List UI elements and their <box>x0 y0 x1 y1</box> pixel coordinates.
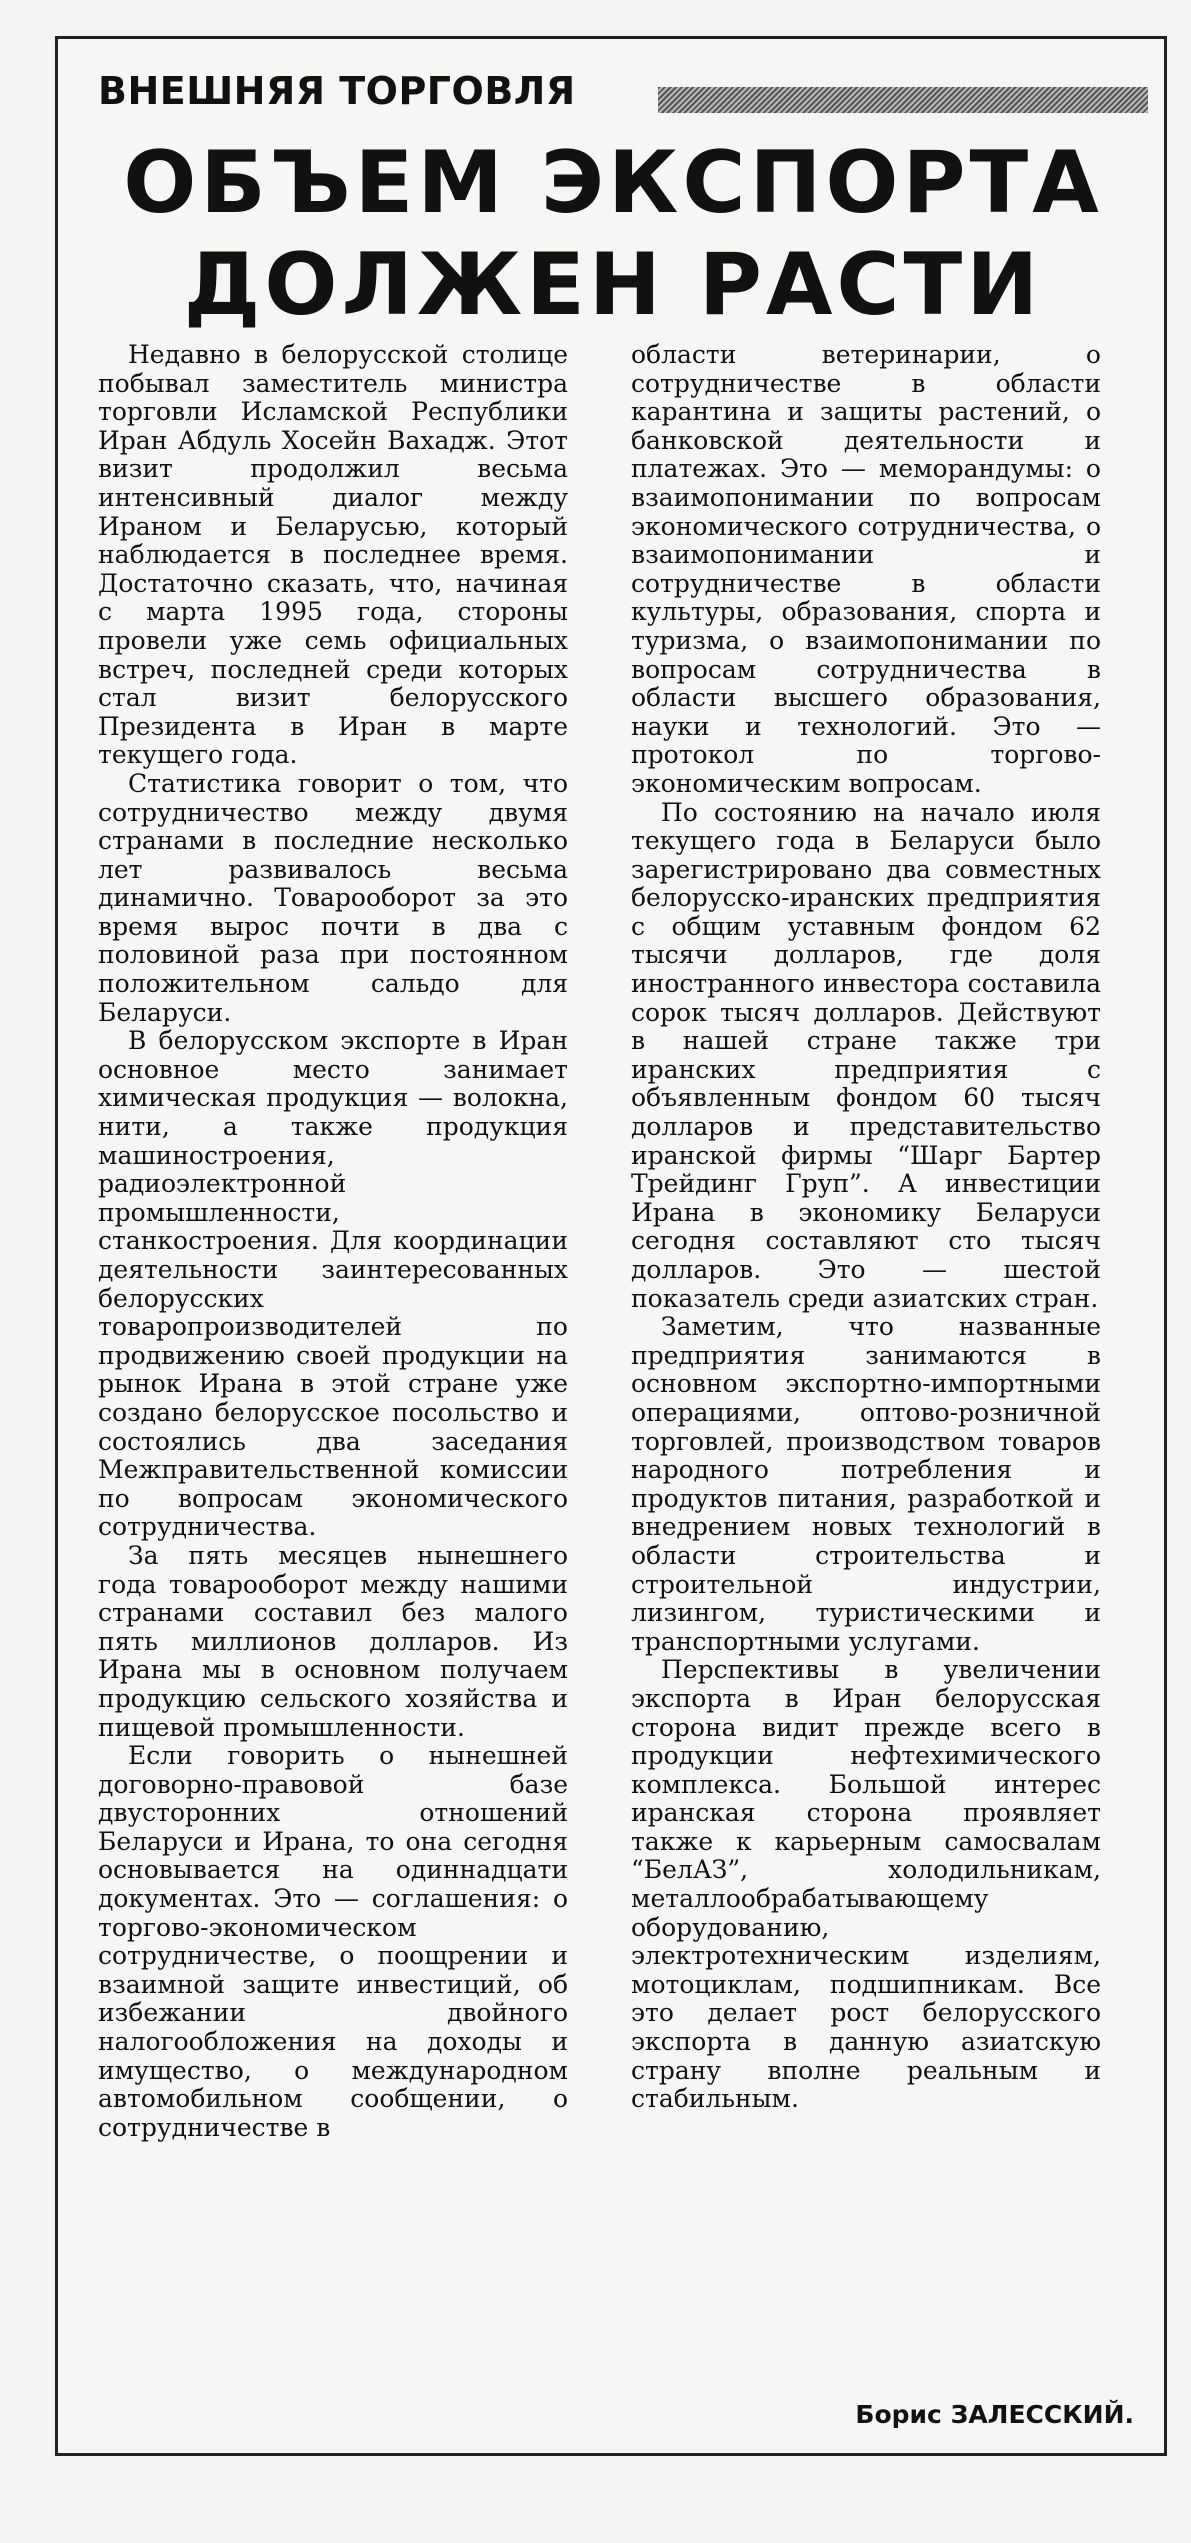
article-paragraph: По состоянию на начало июля текущего года в Беларуси было зарегистрировано два совместных белорусско-иранских предприятия с общим уставным фондом 62 тысячи долларов, где доля иностранного инвестора составила сорок тысяч долларов. Действуют в нашей стране также три иранских предприятия с объявленным фондом 60 тысяч долларов и представительство иранской фирмы “Шарг Бартер Трейдинг Груп”. А инвестиции Ирана в экономику Беларуси сегодня составляют сто тысяч долларов. Это — шестой показатель среди азиатских стран. <box>631 797 1101 1313</box>
newspaper-clipping <box>55 36 1167 2456</box>
article-column-left <box>98 341 568 2142</box>
headline-line-1: ОБЪЕМ ЭКСПОРТА <box>123 133 1103 233</box>
article-paragraph: Статистика говорит о том, что сотрудничество между двумя странами в последние несколько лет развивалось весьма динамично. Товарооборот за это время вырос почти в два с половиной раза при постоянном положительном сальдо для Беларуси. <box>98 768 568 1027</box>
article-paragraph: Если говорить о нынешней договорно-правовой базе двусторонних отношений Беларуси и Ирана, то она сегодня основывается на одиннадцати документах. Это — соглашения: о торгово-экономическом сотрудничестве, о поощрении и взаимной защите инвестиций, об избежании двойного налогообложения на доходы и имущество, о международном автомобильном сообщении, о сотрудничестве в <box>98 1741 568 2142</box>
rubric-hatch-bar <box>658 87 1148 113</box>
headline-line-2: ДОЛЖЕН РАСТИ <box>183 235 1043 335</box>
article-paragraph: Заметим, что названные предприятия занимаются в основном экспортно-импортными операциями, оптово-розничной торговлей, производством товаров народного потребления и продуктов питания, разработкой и внедрением новых технологий в области строительства и строительной индустрии, лизингом, туристическими и транспортными услугами. <box>631 1312 1101 1656</box>
article-column-right <box>631 341 1101 2114</box>
article-paragraph: В белорусском экспорте в Иран основное место занимает химическая продукция — волокна, нити, а также продукция машиностроения, радиоэлектронной промышленности, станкостроения. Для координации деятельности заинтересованных белорусских товаропроизводителей по продвижению своей продукции на рынок Ирана в этой стране уже создано белорусское посольство и состоялись два заседания Межправительственной комиссии по вопросам экономического сотрудничества. <box>98 1026 568 1542</box>
author-signature: Борис ЗАЛЕССКИЙ. <box>855 2400 1134 2429</box>
article-paragraph: Перспективы в увеличении экспорта в Иран белорусская сторона видит прежде всего в продукции нефтехимического комплекса. Большой интерес иранская сторона проявляет также к карьерным самосвалам “БелАЗ”, холодильникам, металлообрабатывающему оборудованию, электротехническим изделиям, мотоциклам, подшипникам. Все это делает рост белорусского экспорта в данную азиатскую страну вполне реальным и стабильным. <box>631 1655 1101 2114</box>
article-paragraph: За пять месяцев нынешнего года товарооборот между нашими странами составил без малого пять миллионов долларов. Из Ирана мы в основном получаем продукцию сельского хозяйства и пищевой промышленности. <box>98 1540 568 1742</box>
section-rubric: ВНЕШНЯЯ ТОРГОВЛЯ <box>98 69 576 113</box>
article-paragraph: Недавно в белорусской столице побывал заместитель министра торговли Исламской Республики Иран Абдуль Хосейн Вахадж. Этот визит продолжил весьма интенсивный диалог между Ираном и Беларусью, который наблюдается в последнее время. Достаточно сказать, что, начиная с марта 1995 года, стороны провели уже семь официальных встреч, последней среди которых стал визит белорусского Президента в Иран в марте текущего года. <box>98 340 568 770</box>
article-paragraph: области ветеринарии, о сотрудничестве в области карантина и защиты растений, о банковской деятельности и платежах. Это — меморандумы: о взаимопонимании по вопросам экономического сотрудничества, о взаимопонимании и сотрудничестве в области культуры, образования, спорта и туризма, о взаимопонимании по вопросам сотрудничества в области высшего образования, науки и технологий. Это — протокол по торгово-экономическим вопросам. <box>631 340 1101 798</box>
